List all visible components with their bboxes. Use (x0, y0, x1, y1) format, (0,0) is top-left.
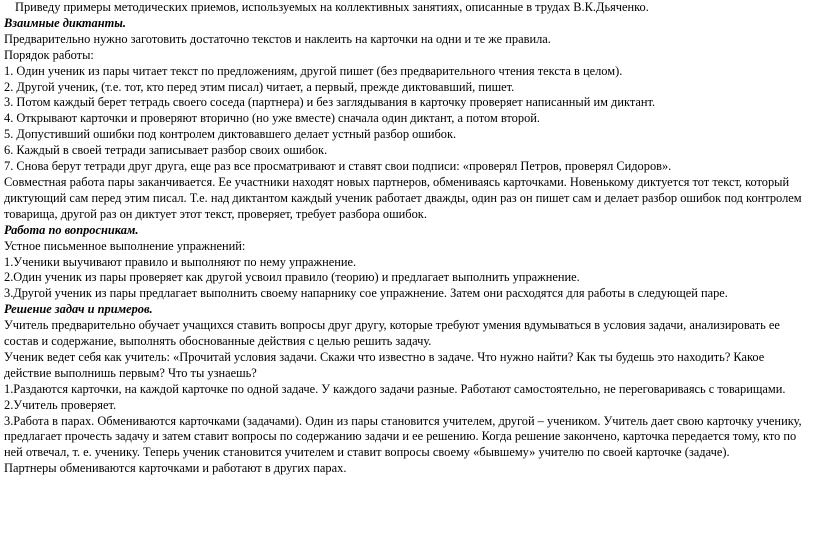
paragraph: Предварительно нужно заготовить достаточно текстов и наклеить на карточки на одни и те же правила. (4, 31, 551, 46)
section-heading-mutual-dictation: Взаимные диктанты. (4, 15, 126, 30)
paragraph: Учитель предварительно обучает учащихся ставить вопросы друг другу, которые требуют умения вдумываться в условия задачи, анализировать ее состав и содержание, выполнять обоснованные действия с целью решить задачу. (4, 318, 780, 349)
list-item: 1.Раздаются карточки, на каждой карточке по одной задаче. У каждого задачи разные. Работают самостоятельно, не переговариваясь с товарищами. (4, 381, 786, 396)
list-item: 1.Ученики выучивают правило и выполняют по нему упражнение. (4, 254, 357, 269)
paragraph: Совместная работа пары заканчивается. Ее участники находят новых партнеров, обмениваясь карточками. Новенькому диктуется тот текст, который диктующий сам перед этим писал. Т.е. над диктантом каждый ученик работает дважды, один раз он пишет сам и делает разбор ошибок под контролем товарища, другой раз он диктует этот текст, проверяет, требует разбора ошибок. (4, 174, 802, 221)
paragraph: Ученик ведет себя как учитель: «Прочитай условия задачи. Скажи что известно в задаче. Что нужно найти? Как ты будешь это находить? Какое действие выполнишь первым? Что ты узнаешь? (4, 349, 765, 380)
list-item: 7. Снова берут тетради друг друга, еще раз все просматривают и ставят свои подписи: «проверял Петров, проверял Сидоров». (4, 159, 672, 174)
list-item: 5. Допустивший ошибки под контролем диктовавшего делает устный разбор ошибок. (4, 127, 457, 142)
section-heading-problem-solving: Решение задач и примеров. (4, 302, 153, 317)
list-item: 2. Другой ученик, (т.е. тот, кто перед этим писал) читает, а первый, прежде диктовавший, пишет. (4, 79, 515, 94)
list-item: 3. Потом каждый берет тетрадь своего соседа (партнера) и без заглядывания в карточку проверяет написанный им диктант. (4, 95, 656, 110)
paragraph: Устное письменное выполнение упражнений: (4, 238, 246, 253)
section-heading-questionnaires: Работа по вопросникам. (4, 222, 139, 237)
list-item: 3.Другой ученик из пары предлагает выполнить своему напарнику сое упражнение. Затем они расходятся для работы в следующей паре. (4, 286, 728, 301)
list-item: 3.Работа в парах. Обмениваются карточками (задачами). Один из пары становится учителем, другой – учеником. Учитель дает свою карточку ученику, предлагает прочесть задачу и затем ставит вопросы по содержанию задачи и ее решению. Когда решение закончено, карточка передается тому, кто по ней отвечал, т. е. ученику. Теперь ученик становится учителем и ставит вопросы своему «бывшему» учителю по своей карточке (задаче). (4, 413, 802, 460)
list-item: 1. Один ученик из пары читает текст по предложениям, другой пишет (без предварительного чтения текста в целом). (4, 63, 623, 78)
list-item: 2.Учитель проверяет. (4, 397, 117, 412)
list-item: 6. Каждый в своей тетради записывает разбор своих ошибок. (4, 143, 328, 158)
document-body (4, 0, 812, 477)
paragraph: Порядок работы: (4, 47, 94, 62)
list-item: 4. Открывают карточки и проверяют вторично (но уже вместе) сначала один диктант, а потом второй. (4, 111, 540, 126)
list-item: 2.Один ученик из пары проверяет как другой усвоил правило (теорию) и предлагает выполнить упражнение. (4, 270, 580, 285)
intro-paragraph: Приведу примеры методических приемов, используемых на коллективных занятиях, описанные в трудах В.К.Дьяченко. (15, 0, 649, 14)
paragraph: Партнеры обмениваются карточками и работают в других парах. (4, 461, 347, 476)
